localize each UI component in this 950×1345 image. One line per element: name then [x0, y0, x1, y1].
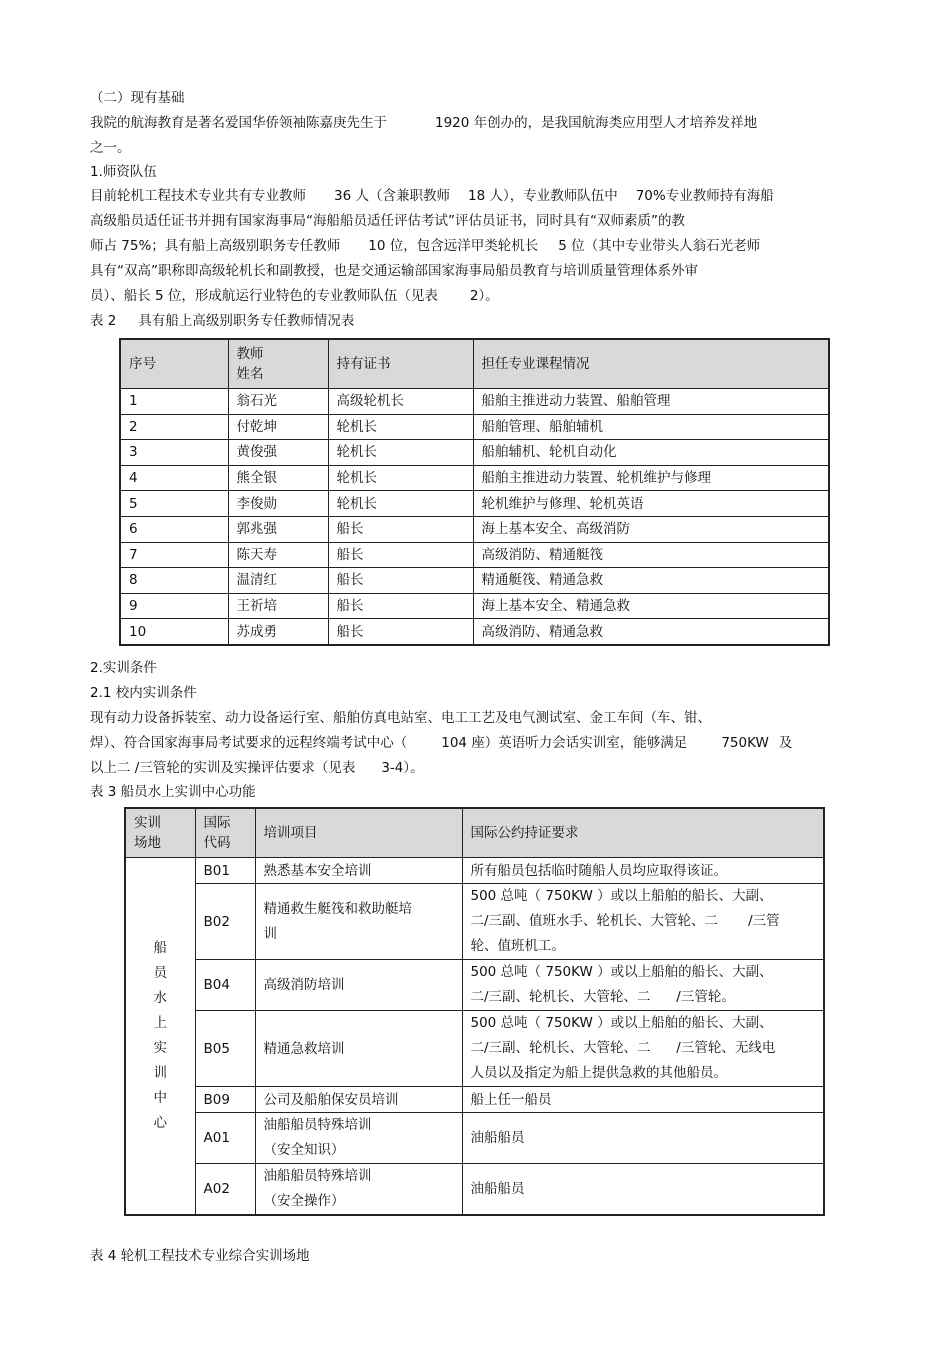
training-paragraph-line3: 以上二 /三管轮的实训及实操评估要求（见表 3-4）。 [90, 760, 424, 776]
table-row: B09 公司及船舶保安员培训 船上任一船员 [125, 1087, 824, 1113]
header-certificate: 持有证书 [328, 339, 473, 389]
training-paragraph-line1: 现有动力设备拆装室、动力设备运行室、船舶仿真电站室、电工工艺及电气测试室、金工车间（车、钳、 [90, 710, 711, 726]
section-heading: （二）现有基础 [90, 90, 185, 106]
header-index: 序号 [120, 339, 228, 389]
table-row: 船 员 水 上 实 训 中 心 B01 熟悉基本安全培训 所有船员包括临时随船人员均应取得该证。 [125, 858, 824, 884]
table2-caption: 表 2 具有船上高级别职务专任教师情况表 [90, 313, 355, 329]
table-row: B04 高级消防培训 500 总吨（ 750KW ）或以上船舶的船长、大副、 二/三副、轮机长、大管轮、二 /三管轮。 [125, 960, 824, 1011]
intro-paragraph-line2: 之一。 [90, 140, 131, 156]
header-code: 国际 代码 [195, 808, 255, 858]
table2-teachers [119, 338, 830, 646]
training-heading: 2.实训条件 [90, 660, 157, 676]
table-row: 7 陈天寿 船长 高级消防、精通艇筏 [120, 542, 829, 568]
faculty-paragraph-line5: 员）、船长 5 位，形成航运行业特色的专业教师队伍（见表 2）。 [90, 288, 499, 304]
table3-header-row [125, 808, 824, 858]
header-teacher-name: 教师 姓名 [228, 339, 328, 389]
table-row: B02 精通救生艇筏和救助艇培 训 500 总吨（ 750KW ）或以上船舶的船长、大副、 二/三副、值班水手、轮机长、大管轮、二 /三管 轮、值班机工。 [125, 884, 824, 960]
table-row: 3 黄俊强 轮机长 船舶辅机、轮机自动化 [120, 440, 829, 466]
header-courses: 担任专业课程情况 [473, 339, 829, 389]
header-venue: 实训 场地 [125, 808, 195, 858]
faculty-paragraph-line1: 目前轮机工程技术专业共有专业教师 36 人（含兼职教师 18 人），专业教师队伍中 70%专业教师持有海船 [90, 188, 774, 204]
faculty-paragraph-line2: 高级船员适任证书并拥有国家海事局“海船船员适任评估考试”评估员证书，同时具有“双师素质”的教 [90, 213, 685, 229]
training-subheading: 2.1 校内实训条件 [90, 685, 197, 701]
table4-caption: 表 4 轮机工程技术专业综合实训场地 [90, 1248, 310, 1264]
header-training-item: 培训项目 [255, 808, 462, 858]
intro-paragraph-line1: 我院的航海教育是著名爱国华侨领袖陈嘉庚先生于 1920 年创办的，是我国航海类应用型人才培养发祥地 [90, 115, 758, 131]
table3-training-center [124, 807, 825, 1216]
venue-cell: 船 员 水 上 实 训 中 心 [125, 858, 195, 1216]
faculty-heading: 1.师资队伍 [90, 164, 157, 180]
table-row: 5 李俊勋 轮机长 轮机维护与修理、轮机英语 [120, 491, 829, 517]
table-row: A02 油船船员特殊培训 （安全操作） 油船船员 [125, 1164, 824, 1216]
table-row: 9 王祈培 船长 海上基本安全、精通急救 [120, 593, 829, 619]
table3-caption: 表 3 船员水上实训中心功能 [90, 784, 256, 800]
table-row: 1 翁石光 高级轮机长 船舶主推进动力装置、船舶管理 [120, 389, 829, 415]
faculty-paragraph-line4: 具有“双高”职称即高级轮机长和副教授，也是交通运输部国家海事局船员教育与培训质量管理体系外审 [90, 263, 698, 279]
table-row: 2 付乾坤 轮机长 船舶管理、船舶辅机 [120, 414, 829, 440]
table-row: 10 苏成勇 船长 高级消防、精通急救 [120, 619, 829, 645]
table-row: A01 油船船员特殊培训 （安全知识） 油船船员 [125, 1113, 824, 1164]
table2-header-row [120, 339, 829, 389]
faculty-paragraph-line3: 师占 75%；具有船上高级别职务专任教师 10 位，包含远洋甲类轮机长 5 位（其中专业带头人翁石光老师 [90, 238, 761, 254]
table-row: 6 郭兆强 船长 海上基本安全、高级消防 [120, 516, 829, 542]
table-row: B05 精通急救培训 500 总吨（ 750KW ）或以上船舶的船长、大副、 二/三副、轮机长、大管轮、二 /三管轮、无线电 人员以及指定为船上提供急救的其他船员。 [125, 1011, 824, 1087]
header-requirement: 国际公约持证要求 [462, 808, 824, 858]
table-row: 4 熊全银 轮机长 船舶主推进动力装置、轮机维护与修理 [120, 465, 829, 491]
training-paragraph-line2: 焊）、符合国家海事局考试要求的远程终端考试中心（ 104 座）英语听力会话实训室，能够满足 750KW 及 [90, 735, 793, 751]
table-row: 8 温清红 船长 精通艇筏、精通急救 [120, 568, 829, 594]
